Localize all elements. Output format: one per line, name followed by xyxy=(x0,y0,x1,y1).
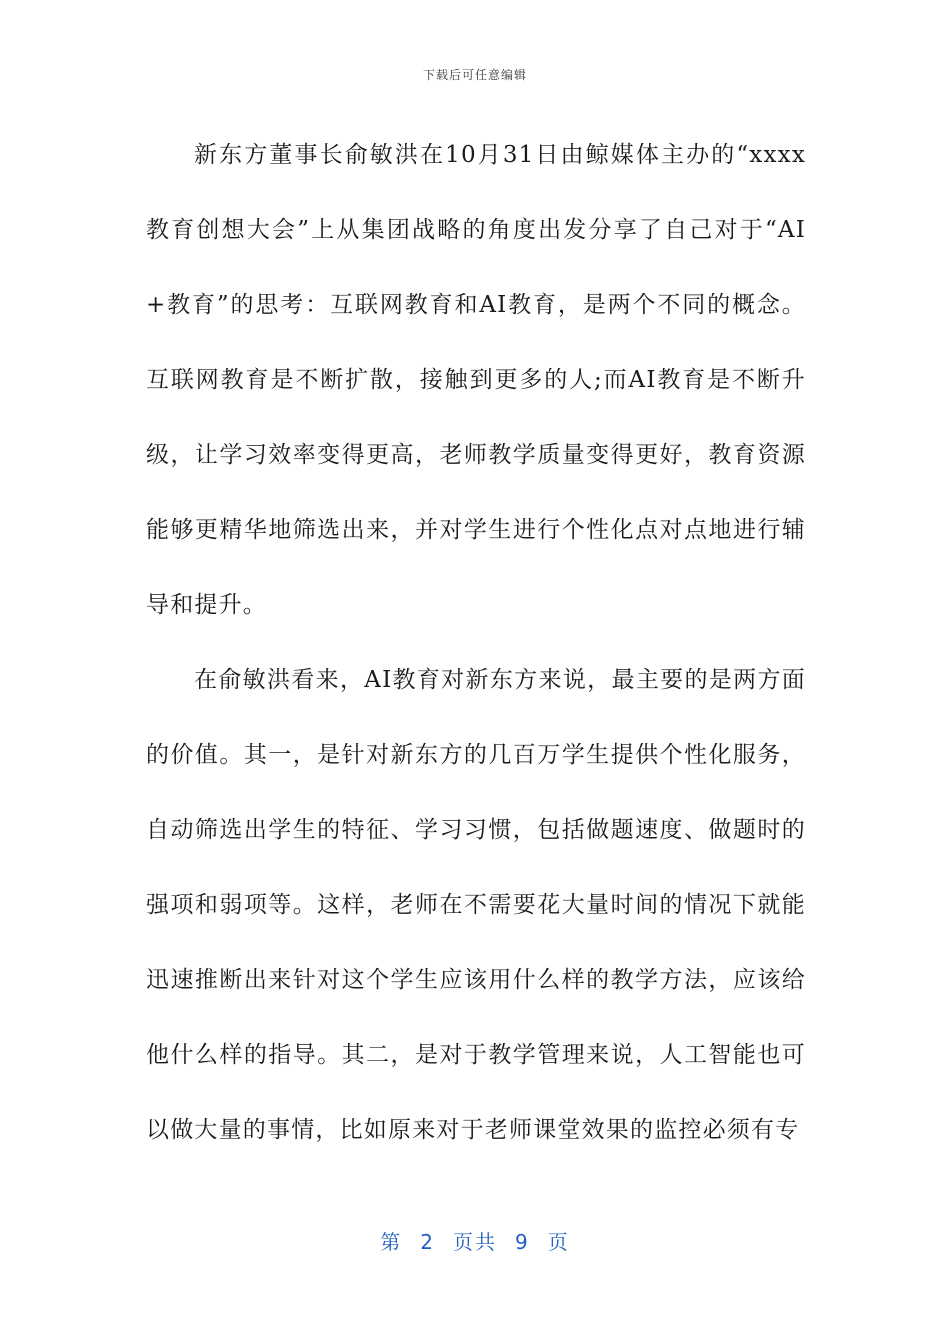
page-label: 第 xyxy=(380,1230,403,1254)
current-page-number: 2 xyxy=(420,1230,435,1254)
page-header-note: 下载后可任意编辑 xyxy=(422,68,527,82)
total-pages-number: 9 xyxy=(515,1230,530,1254)
page-suffix: 页 xyxy=(547,1230,570,1254)
document-body xyxy=(146,118,806,1168)
page-number-footer xyxy=(0,1226,950,1255)
paragraph-2: 在俞敏洪看来，AI教育对新东方来说，最主要的是两方面的价值。其一，是针对新东方的几百万学生提供个性化服务，自动筛选出学生的特征、学习习惯，包括做题速度、做题时的强项和弱项等。这样，老师在不需要花大量时间的情况下就能迅速推断出来针对这个学生应该用什么样的教学方法，应该给他什么样的指导。其二，是对于教学管理来说，人工智能也可以做大量的事情，比如原来对于老师课堂效果的监控必须有专 xyxy=(146,667,806,1143)
paragraph-1: 新东方董事长俞敏洪在10月31日由鲸媒体主办的“xxxx教育创想大会”上从集团战略的角度出发分享了自己对于“AI+教育”的思考：互联网教育和AI教育，是两个不同的概念。互联网教育是不断扩散，接触到更多的人;而AI教育是不断升级，让学习效率变得更高，老师教学质量变得更好，教育资源能够更精华地筛选出来，并对学生进行个性化点对点地进行辅导和提升。 xyxy=(146,142,806,618)
of-label: 页共 xyxy=(453,1230,497,1254)
